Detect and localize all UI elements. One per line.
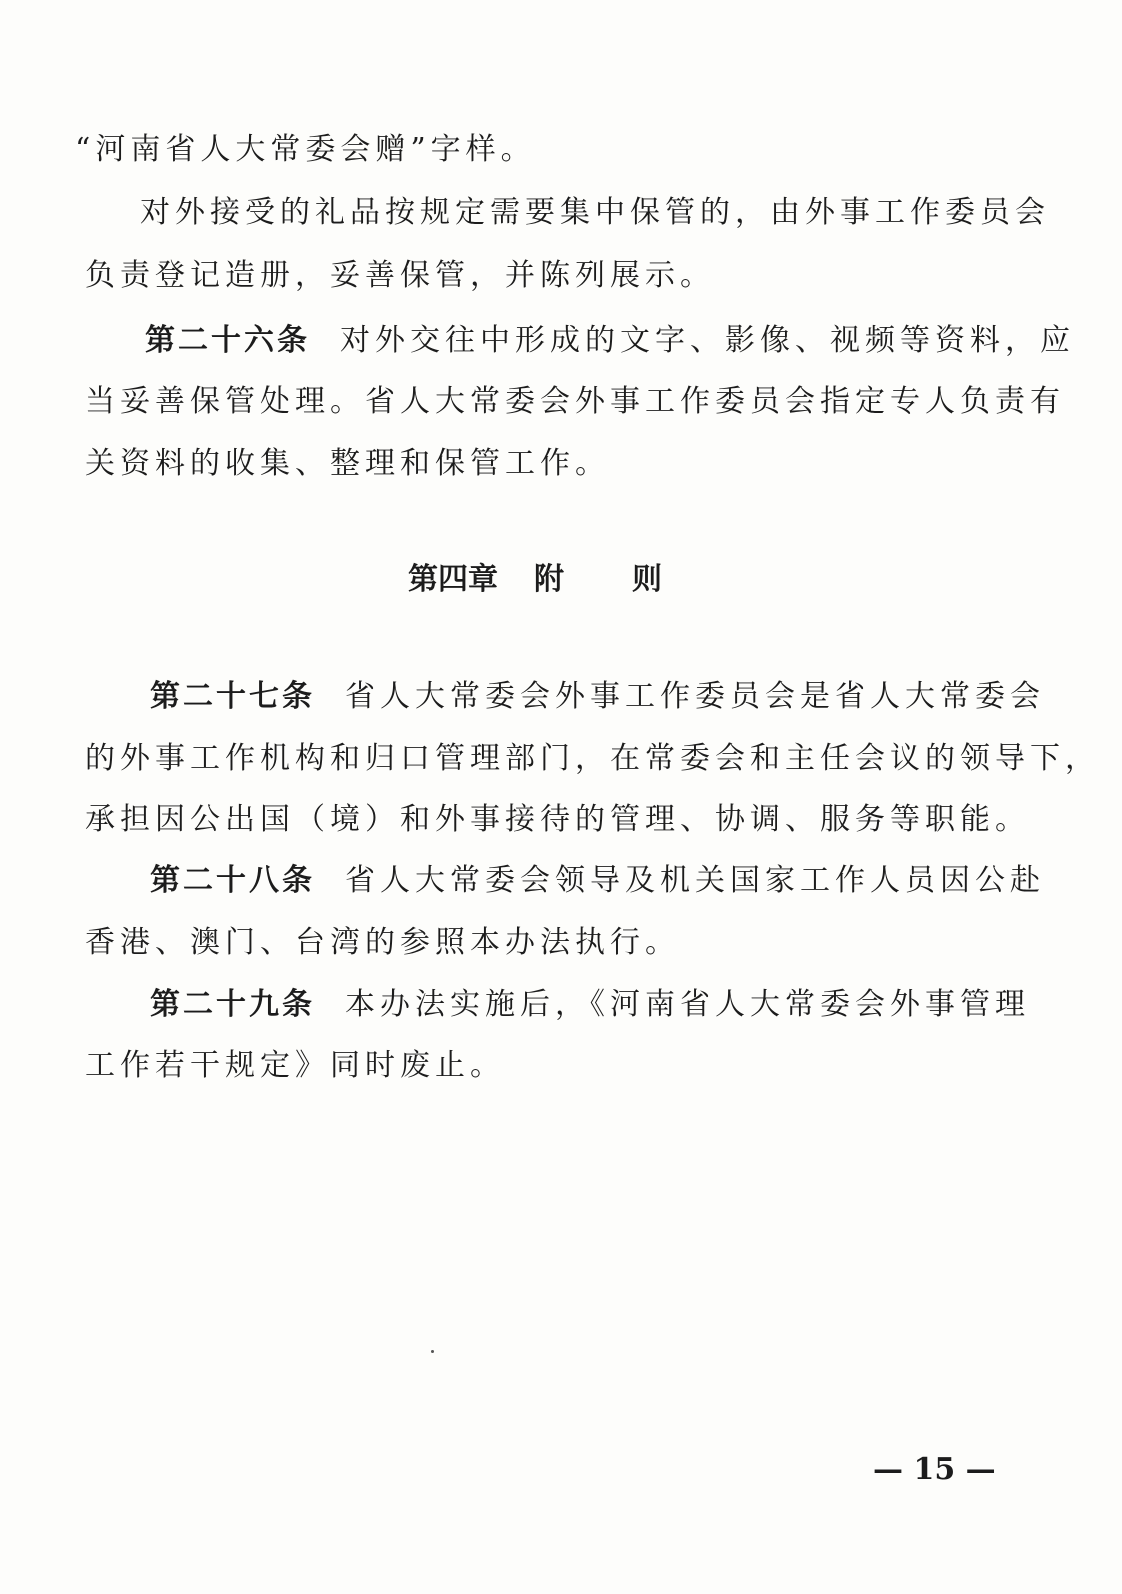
- text-line: 香港、澳门、台湾的参照本办法执行。: [85, 925, 680, 960]
- chapter-heading: [408, 560, 662, 600]
- article-26-text: 对外交往中形成的文字、影像、视频等资料，应: [340, 323, 1075, 358]
- text-line: 当妥善保管处理。省人大常委会外事工作委员会指定专人负责有: [85, 384, 1065, 419]
- article-26-line: [145, 321, 1075, 361]
- article-28-label: 第二十八条: [150, 863, 315, 898]
- text-line: “河南省人大常委会赠”字样。: [75, 132, 536, 167]
- article-27-text: 省人大常委会外事工作委员会是省人大常委会: [345, 679, 1045, 714]
- chapter-title-part: 附: [534, 562, 564, 597]
- text-line: 的外事工作机构和归口管理部门，在常委会和主任会议的领导下，: [85, 741, 1100, 776]
- text-line: 负责登记造册，妥善保管，并陈列展示。: [85, 258, 715, 293]
- text-line: 关资料的收集、整理和保管工作。: [85, 446, 610, 481]
- chapter-title-part: 则: [632, 562, 662, 597]
- article-26-label: 第二十六条: [145, 323, 310, 358]
- text-line: 工作若干规定》同时废止。: [85, 1048, 505, 1083]
- scan-dot: [431, 1350, 434, 1353]
- page-number: — 15 —: [873, 1452, 996, 1487]
- article-29-label: 第二十九条: [150, 987, 315, 1022]
- text-line: 对外接受的礼品按规定需要集中保管的，由外事工作委员会: [140, 195, 1050, 230]
- article-29-text: 本办法实施后，《河南省人大常委会外事管理: [345, 987, 1030, 1022]
- article-27-line: [150, 677, 1045, 717]
- chapter-number: 第四章: [408, 562, 498, 597]
- text-line: 承担因公出国（境）和外事接待的管理、协调、服务等职能。: [85, 802, 1030, 837]
- article-29-line: [150, 985, 1030, 1025]
- article-27-label: 第二十七条: [150, 679, 315, 714]
- article-28-text: 省人大常委会领导及机关国家工作人员因公赴: [345, 863, 1045, 898]
- article-28-line: [150, 861, 1045, 901]
